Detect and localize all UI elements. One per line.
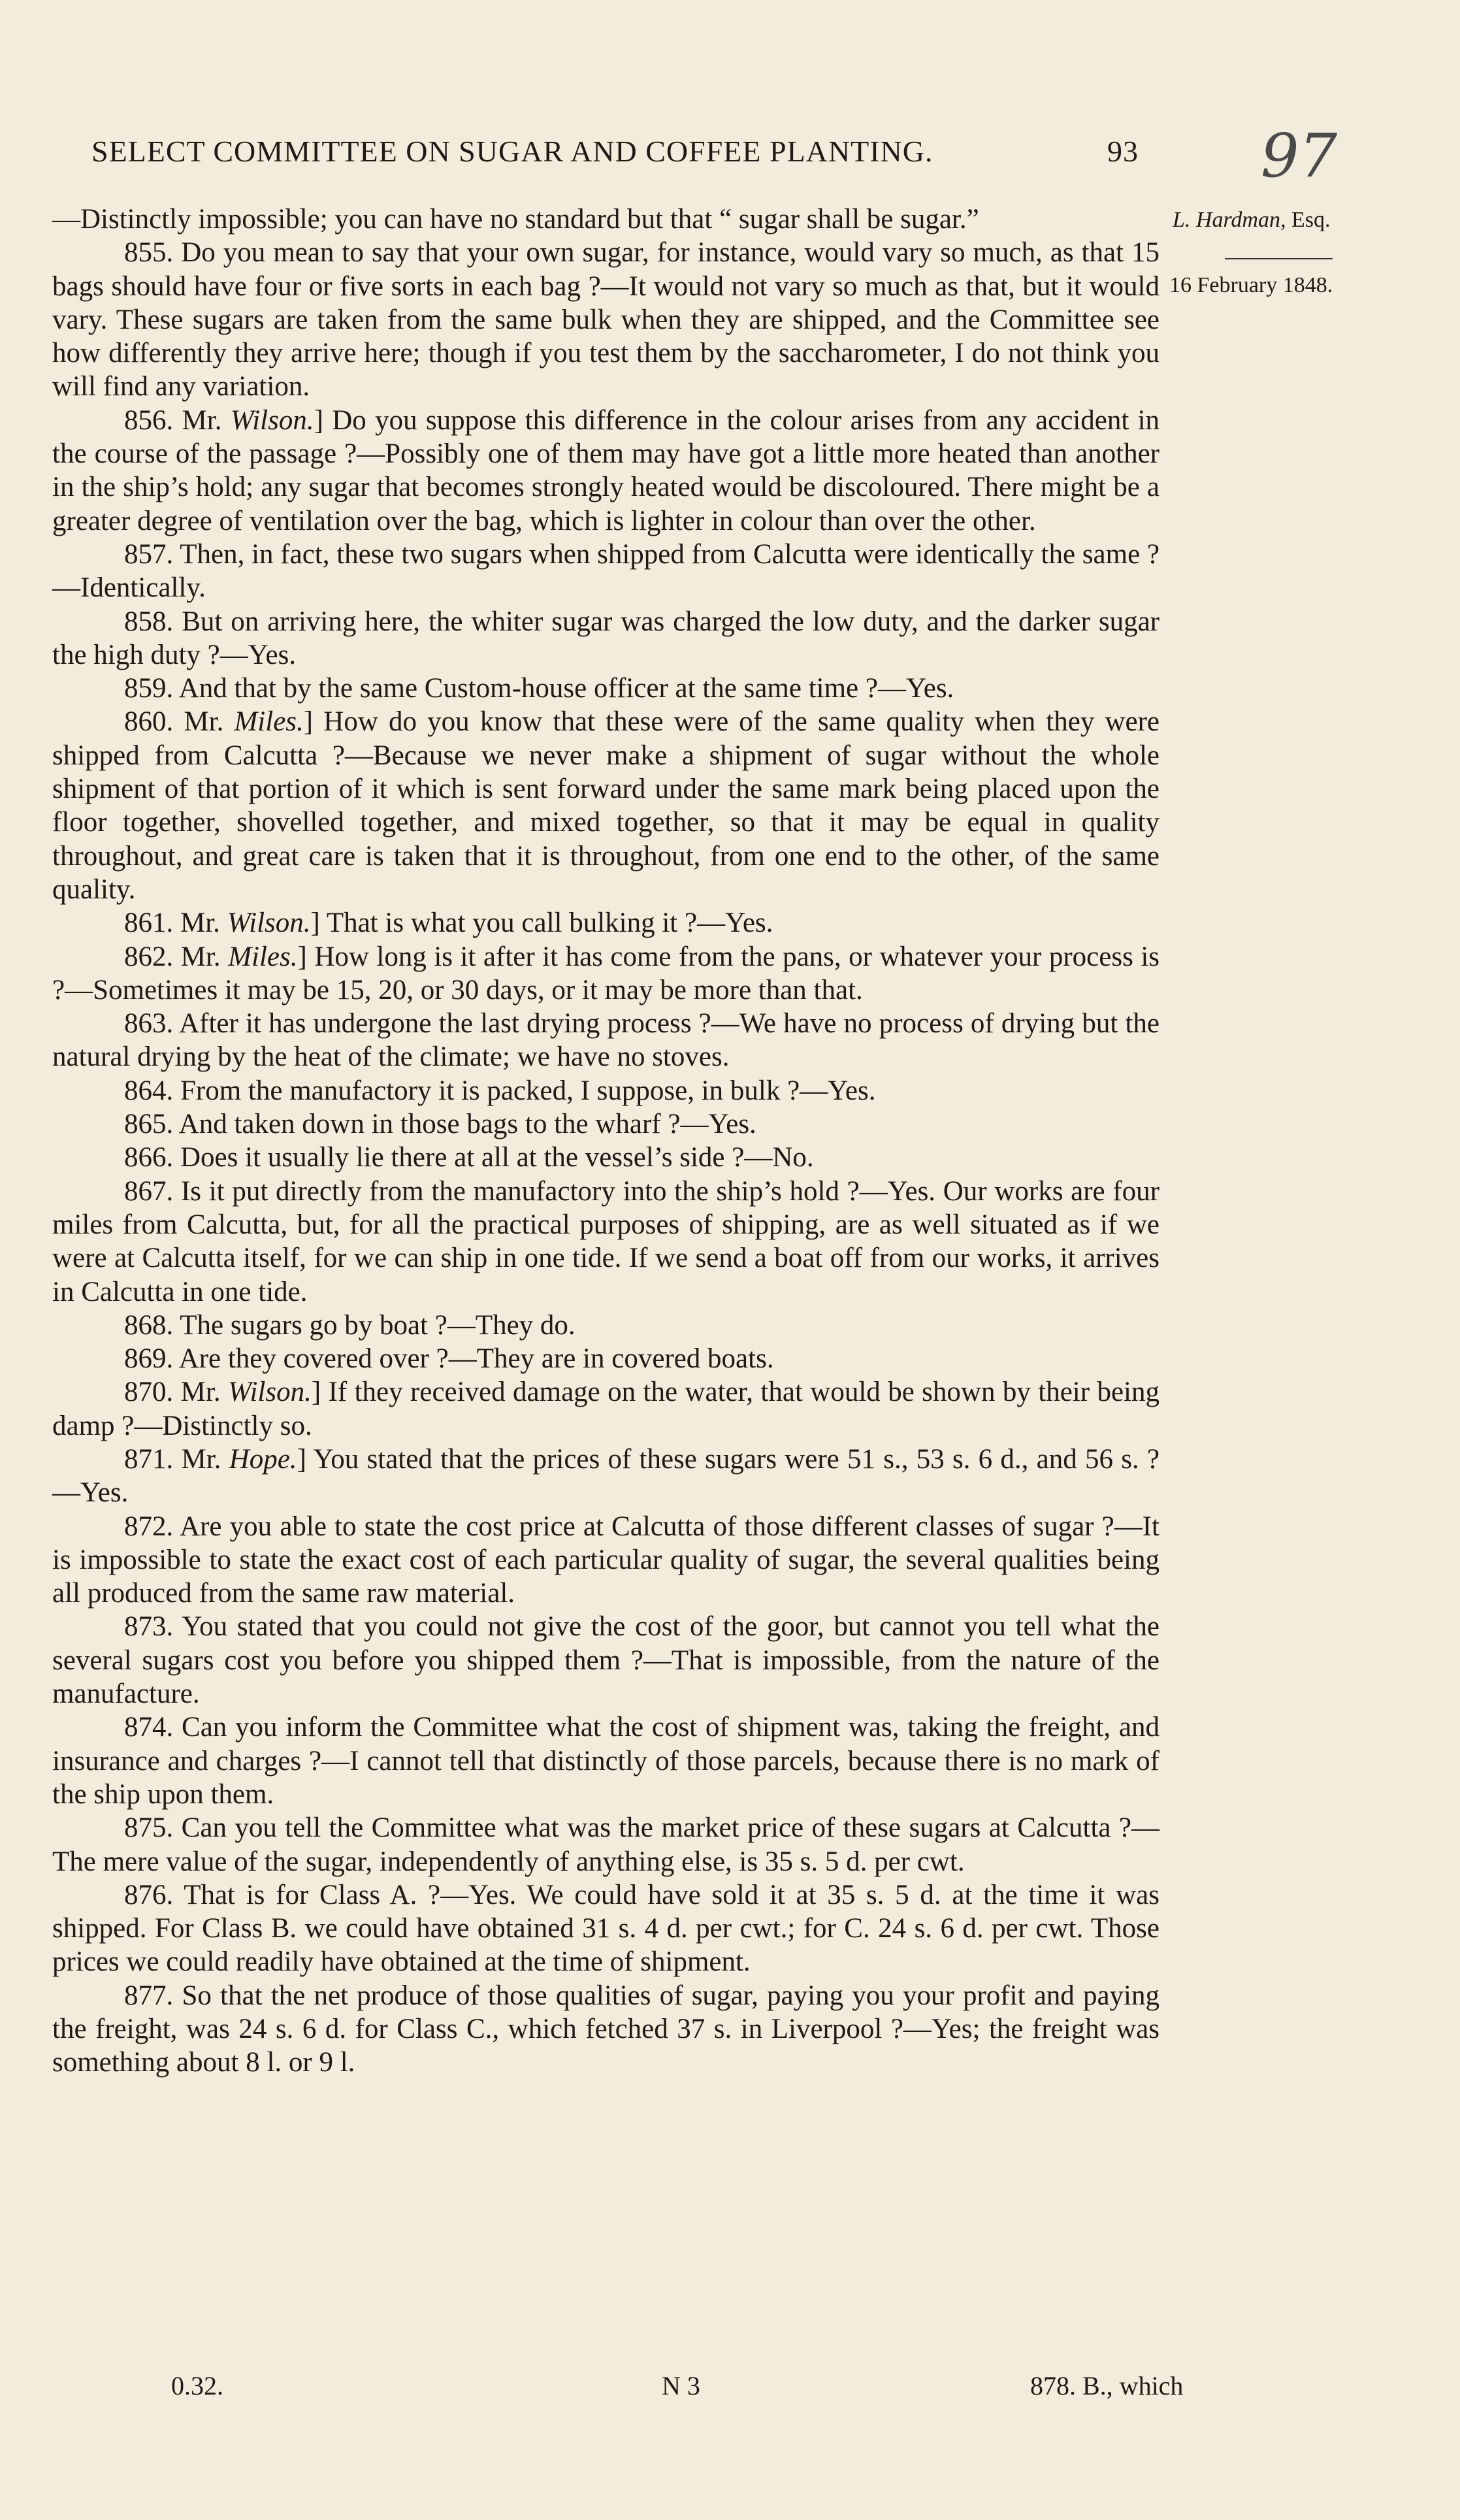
paragraph-text: And taken down in those bags to the wharf ?—Yes. <box>178 1109 756 1140</box>
header-title: SELECT COMMITTEE ON SUGAR AND COFFEE PLANTING. <box>91 135 933 168</box>
sidenote-date: 16 February 1848. <box>1169 273 1333 297</box>
paragraph-text: The sugars go by boat ?—They do. <box>180 1309 576 1341</box>
paragraph-text: So that the net produce of those qualities of sugar, paying you your profit and paying the freight, was 24 s. 6 d. for Class C., which fetched 37 s. in Liverpool ?—Yes; the freight was something about 8 l. or 9 l. <box>52 1980 1160 2078</box>
evidence-paragraph <box>52 203 1160 236</box>
paragraph-text: Do you suppose this difference in the colour arises from any accident in the course of the passage ?—Possibly one of them may have got a little more heated than another in the ship’s hold; any sugar that becomes strongly heated would be discoloured. There might be a greater degree of ventilation over the bag, which is lighter in colour than over the other. <box>52 404 1160 536</box>
question-number: 867. <box>124 1175 174 1207</box>
paragraph-text: That is what you call bulking it ?—Yes. <box>326 908 773 939</box>
speaker-name: Mr. Wilson.] <box>182 404 323 436</box>
speaker-name: Mr. Hope.] <box>181 1443 306 1475</box>
evidence-paragraph <box>52 1610 1160 1710</box>
evidence-paragraph <box>52 404 1160 538</box>
question-number: 865. <box>124 1109 174 1140</box>
question-number: 871. <box>124 1443 174 1475</box>
handwritten-folio-number: 97 <box>1261 121 1338 191</box>
question-number: 856. <box>124 404 174 436</box>
question-number: 869. <box>124 1343 174 1375</box>
question-number: 872. <box>124 1511 174 1542</box>
paragraph-text: You stated that you could not give the cost of the goor, but cannot you tell what the several sugars cost you before you shipped them ?—That is impossible, from the nature of the manufacture. <box>52 1611 1160 1710</box>
evidence-paragraph <box>52 1342 1160 1375</box>
paragraph-text: Can you tell the Committee what was the market price of these sugars at Calcutta ?—The mere value of the sugar, independently of anything else, is 35 s. 5 d. per cwt. <box>52 1812 1160 1877</box>
paragraph-text: After it has undergone the last drying process ?—We have no process of drying but the natural drying by the heat of the climate; we have no stoves. <box>52 1008 1160 1073</box>
question-number: 861. <box>124 908 174 939</box>
evidence-paragraph <box>52 538 1160 605</box>
paragraph-text: —Distinctly impossible; you can have no standard but that “ sugar shall be sugar.” <box>52 204 979 235</box>
paragraph-text: But on arriving here, the whiter sugar was charged the low duty, and the darker sugar the high duty ?—Yes. <box>52 606 1160 670</box>
evidence-paragraph <box>52 1811 1160 1878</box>
speaker-name: Mr. Wilson.] <box>180 1377 321 1408</box>
question-number: 857. <box>124 538 174 570</box>
question-number: 864. <box>124 1075 174 1106</box>
running-header <box>91 134 1150 169</box>
footer-signature-mark: N 3 <box>662 2371 700 2400</box>
paragraph-text: If they received damage on the water, that would be shown by their being damp ?—Distinctly so. <box>52 1377 1160 1441</box>
evidence-paragraph <box>52 1443 1160 1510</box>
evidence-paragraph <box>52 906 1160 940</box>
paragraph-text: Is it put directly from the manufactory into the ship’s hold ?—Yes. Our works are four miles from Calcutta, but, for all the practical purposes of shipping, are as well situated as if we were at Calcutta itself, for we can ship in one tide. If we send a boat off from our works, it arrives in Calcutta in one tide. <box>52 1175 1160 1307</box>
evidence-paragraph <box>52 236 1160 403</box>
question-number: 875. <box>124 1812 174 1844</box>
evidence-paragraph <box>52 1979 1160 2080</box>
paragraph-text: Can you inform the Committee what the cost of shipment was, taking the freight, and insurance and charges ?—I cannot tell that distinctly of those parcels, because there is no mark of the ship upon them. <box>52 1712 1160 1810</box>
evidence-paragraph <box>52 1878 1160 1979</box>
evidence-paragraph <box>52 1007 1160 1074</box>
evidence-paragraph <box>52 1375 1160 1443</box>
paragraph-text: And that by the same Custom-house officer at the same time ?—Yes. <box>178 673 954 704</box>
page-number: 93 <box>1107 135 1139 168</box>
question-number: 862. <box>124 941 174 972</box>
evidence-paragraph <box>52 1074 1160 1107</box>
paragraph-text: You stated that the prices of these sugars were 51 s., 53 s. 6 d., and 56 s. ?—Yes. <box>52 1443 1160 1509</box>
sidenote-rule <box>1225 258 1333 259</box>
question-number: 858. <box>124 606 174 637</box>
speaker-name: Mr. Miles.] <box>180 941 307 972</box>
question-number: 860. <box>124 706 174 738</box>
evidence-body <box>52 203 1160 2080</box>
footer-catchword: 878. B., which <box>1030 2371 1184 2400</box>
question-number: 877. <box>124 1980 174 2011</box>
paragraph-text: Does it usually lie there at all at the vessel’s side ?—No. <box>180 1142 814 1173</box>
paragraph-text: How long is it after it has come from the pans, or whatever your process is ?—Sometimes it may be 15, 20, or 30 days, or it may be more than that. <box>52 941 1160 1006</box>
witness-sidenote <box>1173 208 1388 233</box>
evidence-paragraph <box>52 672 1160 705</box>
question-number: 859. <box>124 673 174 704</box>
paragraph-text: How do you know that these were of the same quality when they were shipped from Calcutta ?—Because we never make a shipment of sugar without the whole shipment of that portion of it which is sent forward under the same mark being placed upon the floor together, shovelled together, and mixed together, so that it may be equal in quality throughout, and great care is taken that it is throughout, from one end to the other, of the same quality. <box>52 706 1160 905</box>
question-number: 876. <box>124 1879 174 1910</box>
question-number: 873. <box>124 1611 174 1643</box>
paragraph-text: Are you able to state the cost price at Calcutta of those different classes of sugar ?—It is impossible to state the exact cost of each particular quality of sugar, the several qualities being all produced from the same raw material. <box>52 1511 1160 1609</box>
speaker-name: Mr. Miles.] <box>184 706 314 738</box>
evidence-paragraph <box>52 605 1160 672</box>
question-number: 870. <box>124 1377 174 1408</box>
footer-paper-number: 0.32. <box>171 2371 223 2400</box>
speaker-name: Mr. Wilson.] <box>180 908 320 939</box>
witness-name: L. Hardman, <box>1173 208 1286 232</box>
paragraph-text: Do you mean to say that your own sugar, for instance, would vary so much, as that 15 bags should have four or five sorts in each bag ?—It would not vary so much as that, but it would vary. These sugars are taken from the same bulk when they are shipped, and the Committee see how differently they arrive here; though if you test them by the saccharometer, I do not think you will find any variation. <box>52 237 1160 402</box>
question-number: 863. <box>124 1008 174 1039</box>
evidence-paragraph <box>52 1710 1160 1811</box>
question-number: 868. <box>124 1309 174 1341</box>
evidence-paragraph <box>52 1141 1160 1174</box>
evidence-paragraph <box>52 1175 1160 1309</box>
evidence-paragraph <box>52 1309 1160 1342</box>
paragraph-text: That is for Class A. ?—Yes. We could have sold it at 35 s. 5 d. at the time it was shipped. For Class B. we could have obtained 31 s. 4 d. per cwt.; for C. 24 s. 6 d. per cwt. Those prices we could readily have obtained at the time of shipment. <box>52 1879 1160 1978</box>
paragraph-text: Are they covered over ?—They are in covered boats. <box>178 1343 774 1375</box>
evidence-paragraph <box>52 1510 1160 1611</box>
question-number: 855. <box>124 237 174 269</box>
question-number: 866. <box>124 1142 174 1173</box>
paragraph-text: From the manufactory it is packed, I suppose, in bulk ?—Yes. <box>180 1075 876 1106</box>
paragraph-text: Then, in fact, these two sugars when shipped from Calcutta were identically the same ?—Identically. <box>52 538 1160 604</box>
witness-suffix: Esq. <box>1291 208 1331 232</box>
question-number: 874. <box>124 1712 174 1743</box>
evidence-paragraph <box>52 940 1160 1007</box>
evidence-paragraph <box>52 705 1160 906</box>
evidence-paragraph <box>52 1107 1160 1141</box>
